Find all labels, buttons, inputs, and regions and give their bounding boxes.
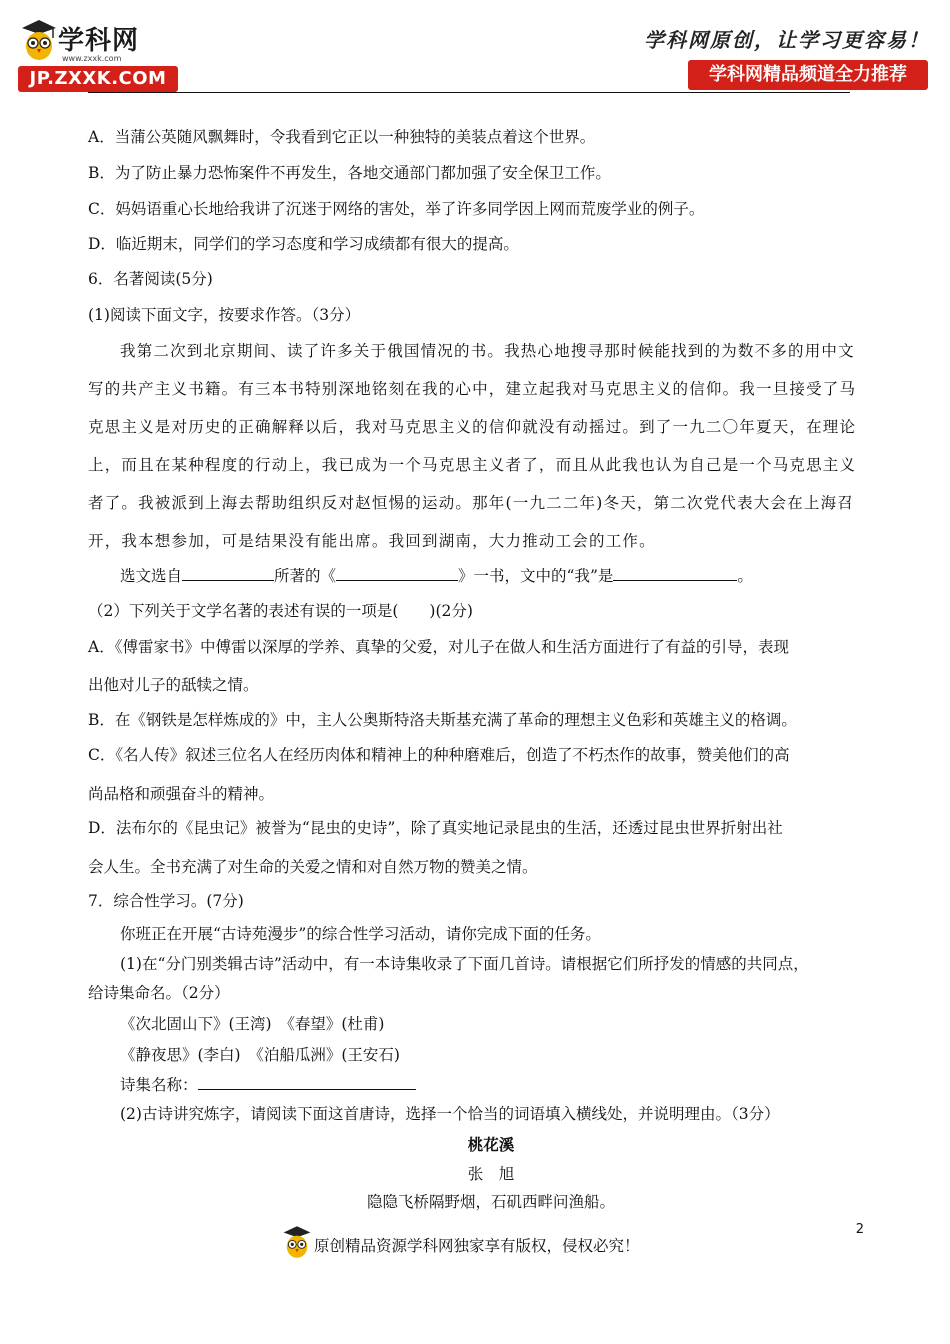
- q7-intro: 你班正在开展“古诗苑漫步”的综合性学习活动，请你完成下面的任务。: [120, 925, 601, 943]
- site-logo[interactable]: [18, 14, 198, 96]
- passage-line: 开，我本想参加，可是结果没有能出席。我回到湖南，大力推动工会的工作。: [88, 532, 656, 550]
- owl-mascot-icon: [20, 18, 58, 62]
- poem-line: 隐隐飞桥隔野烟，石矶西畔问渔船。: [366, 1193, 615, 1211]
- poem-author: 张 旭: [467, 1165, 515, 1183]
- book-blank[interactable]: [336, 564, 458, 581]
- fill-end: 。: [737, 567, 753, 585]
- fill-prefix: 选文选自: [120, 567, 183, 585]
- recommend-banner: 学科网精品频道全力推荐: [688, 60, 928, 90]
- header-slogan: 学科网原创，让学习更容易！: [644, 28, 930, 52]
- q6-option-a: A．《傅雷家书》中傅雷以深厚的学养、真挚的父爱，对儿子在做人和生活方面进行了有益的引导，表现: [88, 638, 789, 656]
- fill-mid1: 所著的《: [274, 567, 337, 585]
- page-header: [0, 0, 950, 100]
- owl-mascot-icon: [282, 1224, 312, 1260]
- q7-title: 7．综合性学习。(7分): [88, 892, 244, 910]
- q6-option-d-cont: 会人生。全书充满了对生命的关爱之情和对自然万物的赞美之情。: [88, 858, 538, 876]
- passage-line: 上，而且在某种程度的行动上，我已成为一个马克思主义者了，而且从此我也认为自己是一个马克思主义: [88, 456, 857, 474]
- q6-option-d: D．法布尔的《昆虫记》被誉为“昆虫的史诗”，除了真实地记录昆虫的生活，还透过昆虫世界折射出社: [88, 819, 783, 837]
- q7-sub1: (1)在“分门别类辑古诗”活动中，有一本诗集收录了下面几首诗。请根据它们所抒发的情感的共同点，: [120, 955, 809, 973]
- logo-url: www.zxxk.com: [62, 54, 122, 63]
- q5-option-d: D．临近期末，同学们的学习态度和学习成绩都有很大的提高。: [88, 235, 519, 253]
- logo-domain-badge: JP.ZXXK.COM: [18, 66, 178, 92]
- page-number: 2: [855, 1222, 864, 1237]
- q7-sub2: (2)古诗讲究炼字，请阅读下面这首唐诗，选择一个恰当的词语填入横线处，并说明理由。（3分）: [120, 1105, 780, 1123]
- q6-sub2: （2）下列关于文学名著的表述有误的一项是( )(2分): [88, 602, 473, 620]
- page-footer: [0, 1222, 950, 1272]
- q6-option-c-cont: 尚品格和顽强奋斗的精神。: [88, 785, 275, 803]
- narrator-blank[interactable]: [613, 564, 737, 581]
- author-blank[interactable]: [182, 564, 274, 581]
- q6-sub1: (1)阅读下面文字，按要求作答。（3分）: [88, 306, 361, 324]
- q7-sub1-cont: 给诗集命名。（2分）: [88, 984, 230, 1002]
- collection-name-line: [120, 1073, 416, 1095]
- poem-title: 桃花溪: [467, 1135, 515, 1154]
- passage-line: 我第二次到北京期间、读了许多关于俄国情况的书。我热心地搜寻那时候能找到的为数不多的用中文: [120, 342, 855, 360]
- q5-option-b: B．为了防止暴力恐怖案件不再发生，各地交通部门都加强了安全保卫工作。: [88, 164, 611, 182]
- q6-title: 6．名著阅读(5分): [88, 270, 213, 288]
- q6-option-a-cont: 出他对儿子的舐犊之情。: [88, 676, 259, 694]
- poem-list-1: 《次北固山下》(王湾) 《春望》(杜甫): [120, 1015, 385, 1033]
- copyright-notice: 原创精品资源学科网独家享有版权，侵权必究！: [314, 1237, 640, 1255]
- collection-name-label: 诗集名称：: [120, 1076, 198, 1094]
- q5-option-a: A．当蒲公英随风飘舞时，令我看到它正以一种独特的美装点着这个世界。: [88, 128, 596, 146]
- passage-line: 写的共产主义书籍。有三本书特别深地铭刻在我的心中，建立起我对马克思主义的信仰。我一旦接受了马: [88, 380, 857, 398]
- q6-fill-line: [120, 564, 753, 586]
- fill-mid2: 》一书，文中的“我”是: [458, 567, 614, 585]
- header-divider: [88, 92, 850, 93]
- q6-option-b: B．在《钢铁是怎样炼成的》中，主人公奥斯特洛夫斯基充满了革命的理想主义色彩和英雄主义的格调。: [88, 711, 797, 729]
- passage-line: 者了。我被派到上海去帮助组织反对赵恒惕的运动。那年(一九二二年)冬天，第二次党代表大会在上海召: [88, 494, 854, 512]
- q5-option-c: C．妈妈语重心长地给我讲了沉迷于网络的害处，举了许多同学因上网而荒废学业的例子。: [88, 200, 705, 218]
- q6-option-c: C．《名人传》叙述三位名人在经历肉体和精神上的种种磨难后，创造了不朽杰作的故事，赞美他们的高: [88, 746, 790, 764]
- passage-line: 克思主义是对历史的正确解释以后，我对马克思主义的信仰就没有动摇过。到了一九二〇年夏天，在理论: [88, 418, 857, 436]
- logo-name: 学科网: [58, 26, 140, 56]
- poem-list-2: 《静夜思》(李白) 《泊船瓜洲》(王安石): [120, 1046, 400, 1064]
- collection-name-blank[interactable]: [198, 1073, 416, 1090]
